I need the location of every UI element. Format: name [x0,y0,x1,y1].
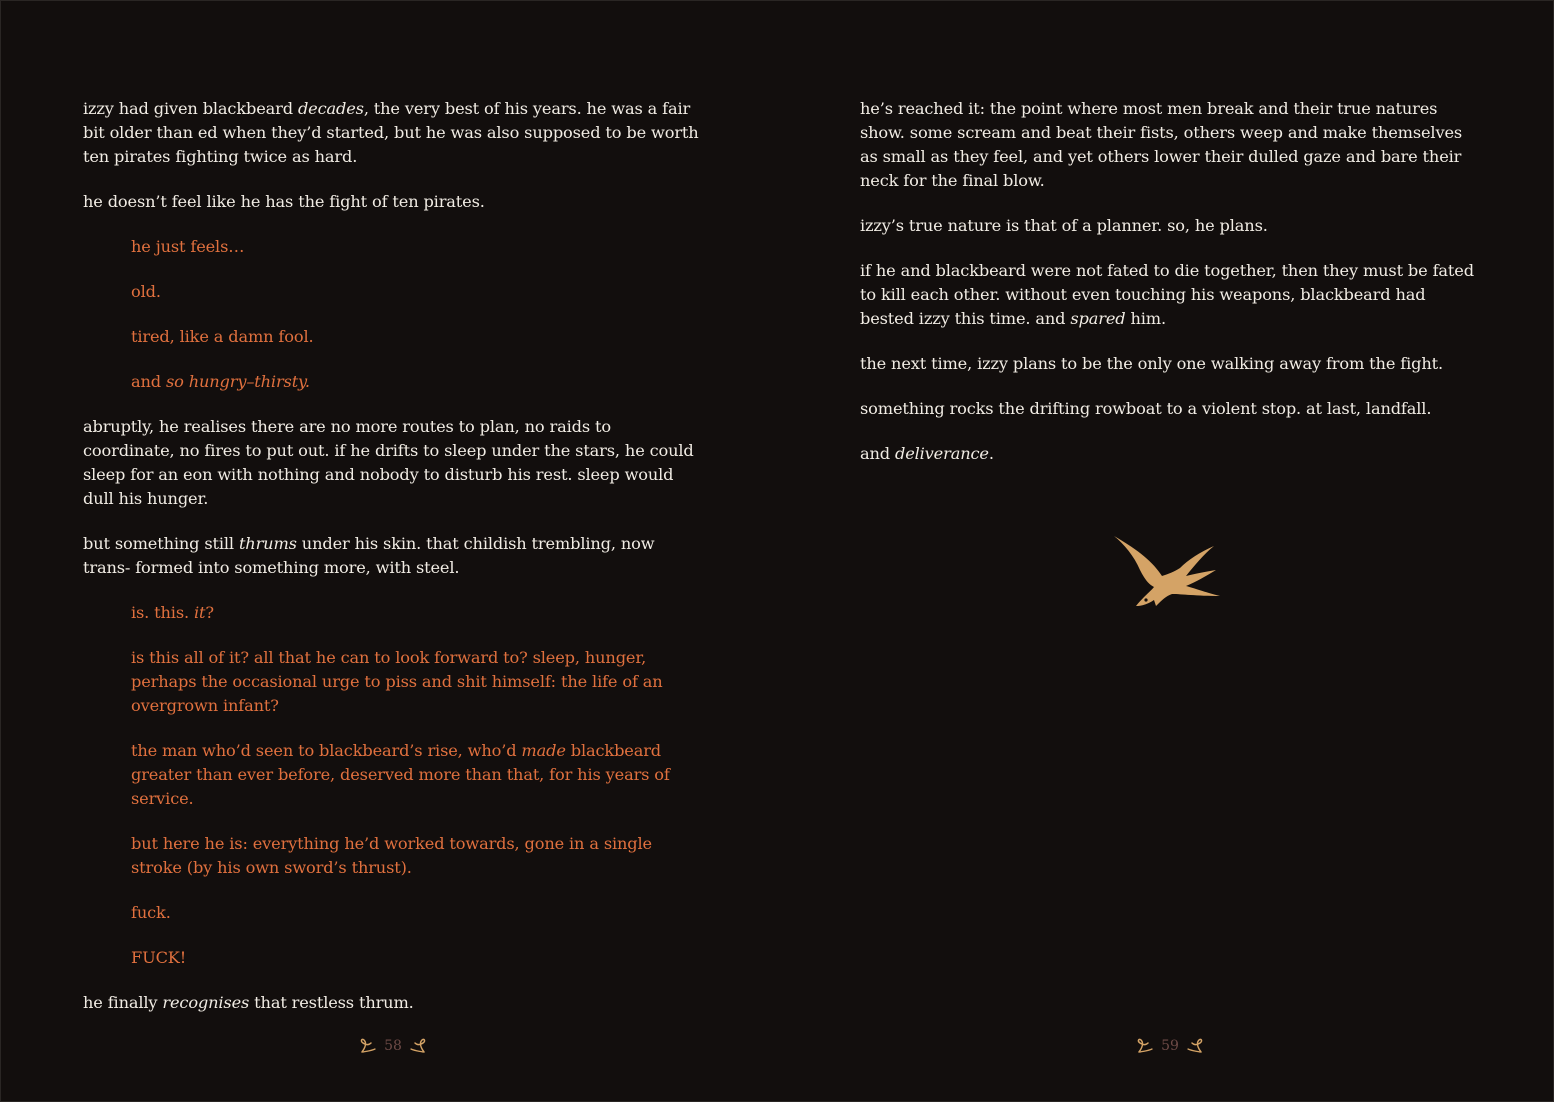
swallow-icon [1110,534,1222,618]
paragraph: the next time, izzy plans to be the only one walking away from the fight. [860,354,1443,373]
right-page-text [860,97,1480,487]
paragraph: if he and blackbeard were not fated to die together, then they must be fated to kill each other. without even touching his weapons, blackbeard had bested izzy this time. and spared him. [860,261,1474,328]
inner-thought: tired, like a damn fool. [131,327,314,346]
paragraph: he finally recognises that restless thrum. [83,993,414,1012]
paragraph: izzy’s true nature is that of a planner. so, he plans. [860,216,1268,235]
paragraph: he’s reached it: the point where most men break and their true natures show. some scream and beat their fists, others weep and make themselves as small as they feel, and yet others lower their dulled gaze and bare their neck for the final blow. [860,99,1463,190]
left-page-text [83,97,703,1036]
paragraph: and deliverance. [860,444,994,463]
page-number: 58 [384,1038,402,1054]
inner-thought: FUCK! [131,948,187,967]
inner-thought: old. [131,282,161,301]
inner-thought: the man who’d seen to blackbeard’s rise, who’d made blackbeard greater than ever before, deserved more than that, for his years of service. [131,741,670,808]
inner-thought: is this all of it? all that he can to look forward to? sleep, hunger, perhaps the occasional urge to piss and shit himself: the life of an overgrown infant? [131,648,663,715]
paragraph: abruptly, he realises there are no more routes to plan, no raids to coordinate, no fires to put out. if he drifts to sleep under the stars, he could sleep for an eon with nothing and nobody to disturb his rest. sleep would dull his hunger. [83,417,694,508]
page-number: 59 [1161,1038,1179,1054]
flourish-icon [409,1037,427,1055]
paragraph: but something still thrums under his skin. that childish trembling, now trans- formed into something more, with steel. [83,534,655,577]
page-number-left [333,1035,453,1057]
page-number-right [1110,1035,1230,1057]
inner-thought: is. this. it? [131,603,214,622]
paragraph: he doesn’t feel like he has the fight of ten pirates. [83,192,485,211]
paragraph: izzy had given blackbeard decades, the very best of his years. he was a fair bit older than ed when they’d started, but he was also supposed to be worth ten pirates fighting twice as hard. [83,99,699,166]
flourish-icon [1136,1037,1154,1055]
right-page [860,1,1480,1101]
inner-thought: but here he is: everything he’d worked towards, gone in a single stroke (by his own sword’s thrust). [131,834,652,877]
left-page [83,1,703,1101]
flourish-icon [359,1037,377,1055]
inner-thought: and so hungry–thirsty. [131,372,310,391]
inner-thought: he just feels… [131,237,245,256]
paragraph: something rocks the drifting rowboat to a violent stop. at last, landfall. [860,399,1432,418]
inner-thought: fuck. [131,903,171,922]
flourish-icon [1186,1037,1204,1055]
